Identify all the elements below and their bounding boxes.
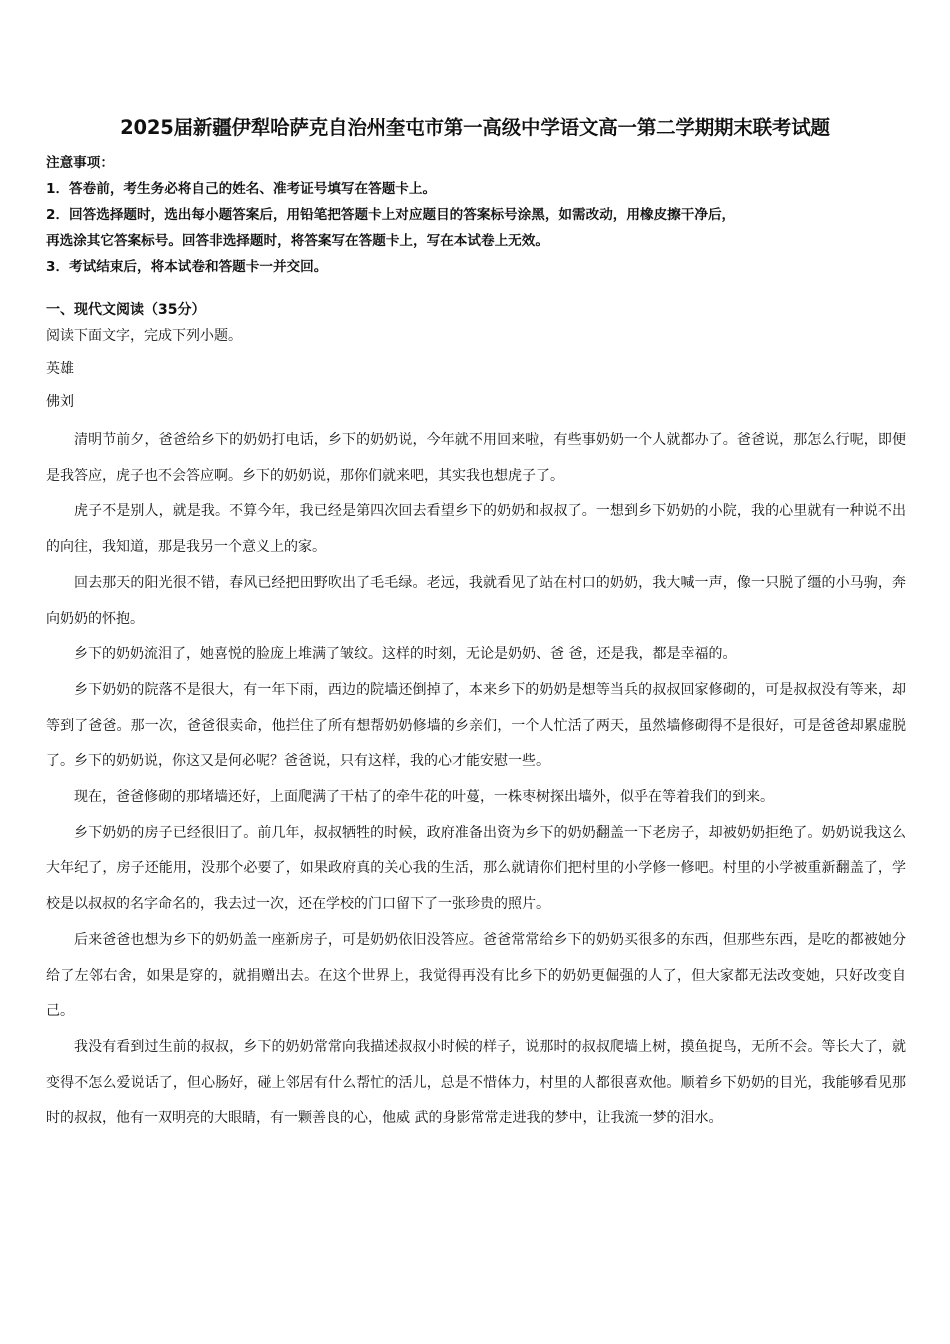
notice-block bbox=[46, 150, 906, 280]
exam-title: 2025届新疆伊犁哈萨克自治州奎屯市第一高级中学语文高一第二学期期末联考试题 bbox=[120, 116, 830, 139]
paragraph: 回去那天的阳光很不错，春风已经把田野吹出了毛毛绿。老远，我就看见了站在村口的奶奶，我大喊一声，像一只脱了缰的小马驹，奔向奶奶的怀抱。 bbox=[46, 574, 906, 627]
paragraph: 乡下的奶奶流泪了，她喜悦的脸庞上堆满了皱纹。这样的时刻，无论是奶奶、爸 爸，还是我，都是幸福的。 bbox=[74, 646, 737, 663]
paragraph: 虎子不是别人，就是我。不算今年，我已经是第四次回去看望乡下的奶奶和叔叔了。一想到乡下奶奶的小院，我的心里就有一种说不出的向往，我知道，那是我另一个意义上的家。 bbox=[46, 503, 906, 556]
paragraph: 现在，爸爸修砌的那堵墙还好，上面爬满了干枯了的牵牛花的叶蔓，一株枣树探出墙外，似乎在等着我们的到来。 bbox=[74, 789, 774, 806]
notice-item: 3．考试结束后，将本试卷和答题卡一并交回。 bbox=[46, 259, 328, 275]
notice-item: 1．答卷前，考生务必将自己的姓名、准考证号填写在答题卡上。 bbox=[46, 181, 437, 197]
reading-instruction: 阅读下面文字，完成下列小题。 bbox=[46, 328, 242, 344]
section-heading: 一、现代文阅读（35分） bbox=[46, 302, 206, 318]
paragraph: 清明节前夕，爸爸给乡下的奶奶打电话，乡下的奶奶说，今年就不用回来啦，有些事奶奶一个人就都办了。爸爸说，那怎么行呢，即便是我答应，虎子也不会答应啊。乡下的奶奶说，那你们就来吧，其实我也想虎子了。 bbox=[46, 432, 906, 484]
paragraph: 后来爸爸也想为乡下的奶奶盖一座新房子，可是奶奶依旧没答应。爸爸常常给乡下的奶奶买很多的东西，但那些东西，是吃的都被她分给了左邻右舍，如果是穿的，就捐赠出去。在这个世界上，我觉得再没有比乡下的奶奶更倔强的人了，但大家都无法改变她，只好改变自己。 bbox=[46, 931, 906, 1020]
notice-heading: 注意事项： bbox=[46, 155, 114, 171]
notice-item: 再选涂其它答案标号。回答非选择题时，将答案写在答题卡上，写在本试卷上无效。 bbox=[46, 233, 549, 249]
paragraph: 乡下奶奶的房子已经很旧了。前几年，叔叔牺牲的时候，政府准备出资为乡下的奶奶翻盖一下老房子，却被奶奶拒绝了。奶奶说我这么大年纪了，房子还能用，没那个必要了，如果政府真的关心我的生活，那么就请你们把村里的小学修一修吧。村里的小学被重新翻盖了，学校是以叔叔的名字命名的，我去过一次，还在学校的门口留下了一张珍贵的照片。 bbox=[46, 824, 906, 913]
paragraph: 我没有看到过生前的叔叔，乡下的奶奶常常向我描述叔叔小时候的样子，说那时的叔叔爬墙上树，摸鱼捉鸟，无所不会。等长大了，就变得不怎么爱说话了，但心肠好，碰上邻居有什么帮忙的活儿，总是不惜体力，村里的人都很喜欢他。顺着乡下奶奶的目光，我能够看见那时的叔叔，他有一双明亮的大眼睛，有一颗善良的心，他威 武的身影常常走进我的梦中，让我流一梦的泪水。 bbox=[46, 1038, 906, 1127]
notice-item: 2．回答选择题时，选出每小题答案后，用铅笔把答题卡上对应题目的答案标号涂黑，如需改动，用橡皮擦干净后， bbox=[46, 207, 736, 223]
article-author: 佛刘 bbox=[46, 394, 74, 410]
paragraph: 乡下奶奶的院落不是很大，有一年下雨，西边的院墙还倒掉了，本来乡下的奶奶是想等当兵的叔叔回家修砌的，可是叔叔没有等来，却等到了爸爸。那一次，爸爸很卖命，他拦住了所有想帮奶奶修墙的乡亲们，一个人忙活了两天，虽然墙修砌得不是很好，可是爸爸却累虚脱了。乡下的奶奶说，你这又是何必呢？爸爸说，只有这样，我的心才能安慰一些。 bbox=[46, 681, 906, 770]
article-title: 英雄 bbox=[46, 361, 74, 377]
article-body bbox=[46, 423, 906, 1137]
